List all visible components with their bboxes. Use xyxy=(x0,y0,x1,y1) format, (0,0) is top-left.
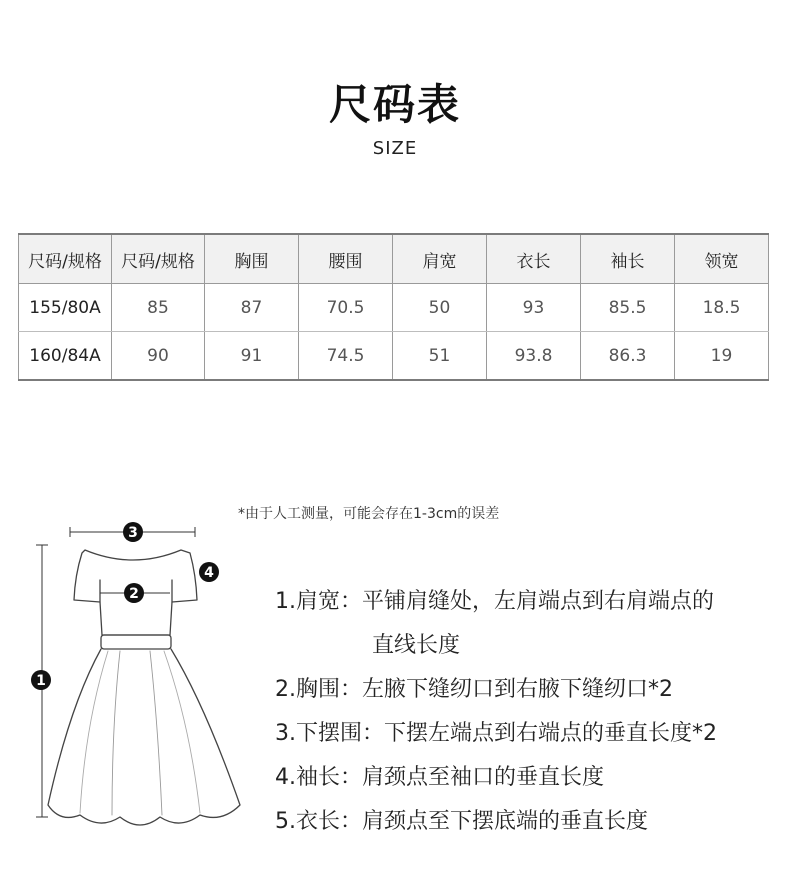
definition-item xyxy=(275,712,717,756)
definition-item xyxy=(275,756,717,800)
table-cell: 85 xyxy=(112,284,205,332)
definition-text: 直线长度 xyxy=(372,633,461,658)
definition-item xyxy=(275,800,717,844)
table-cell: 19 xyxy=(675,332,769,381)
definition-text: 肩颈点至下摆底端的垂直长度 xyxy=(362,809,649,834)
table-cell: 85.5 xyxy=(581,284,675,332)
table-cell: 160/84A xyxy=(19,332,112,381)
table-cell: 51 xyxy=(393,332,487,381)
header-shoulder: 肩宽 xyxy=(393,234,487,284)
marker-1-label: 1 xyxy=(36,673,46,689)
header-sleeve: 袖长 xyxy=(581,234,675,284)
table-cell: 70.5 xyxy=(299,284,393,332)
marker-3-label: 3 xyxy=(128,525,138,541)
dress-diagram xyxy=(0,505,270,845)
definition-label: 5.衣长： xyxy=(275,809,362,834)
definition-text: 左腋下缝纫口到右腋下缝纫口*2 xyxy=(362,677,673,702)
header-chest: 胸围 xyxy=(205,234,299,284)
definition-label: 1.肩宽： xyxy=(275,589,362,614)
table-row xyxy=(19,332,769,381)
table-cell: 87 xyxy=(205,284,299,332)
table-header-row xyxy=(19,234,769,284)
header-size-spec-2: 尺码/规格 xyxy=(112,234,205,284)
table-cell: 50 xyxy=(393,284,487,332)
header-waist: 腰围 xyxy=(299,234,393,284)
table-cell: 91 xyxy=(205,332,299,381)
definition-text: 肩颈点至袖口的垂直长度 xyxy=(362,765,605,790)
definition-item xyxy=(275,580,717,624)
table-cell: 93 xyxy=(487,284,581,332)
definition-label: 3.下摆围： xyxy=(275,721,384,746)
definition-text: 下摆左端点到右端点的垂直长度*2 xyxy=(384,721,717,746)
measurement-note: *由于人工测量，可能会存在1-3cm的误差 xyxy=(238,506,500,522)
table-cell: 155/80A xyxy=(19,284,112,332)
definition-label: 4.袖长： xyxy=(275,765,362,790)
table-cell: 86.3 xyxy=(581,332,675,381)
size-table xyxy=(18,233,769,381)
marker-4-label: 4 xyxy=(204,565,214,581)
definition-continuation xyxy=(275,624,717,668)
measurement-definitions xyxy=(275,580,717,844)
page-subtitle: SIZE xyxy=(372,138,418,159)
table-cell: 93.8 xyxy=(487,332,581,381)
marker-2-label: 2 xyxy=(129,586,139,602)
page-title: 尺码表 xyxy=(328,80,461,129)
header-size-spec: 尺码/规格 xyxy=(19,234,112,284)
table-row xyxy=(19,284,769,332)
table-cell: 74.5 xyxy=(299,332,393,381)
table-cell: 18.5 xyxy=(675,284,769,332)
definition-item xyxy=(275,668,717,712)
definition-text: 平铺肩缝处，左肩端点到右肩端点的 xyxy=(362,589,715,614)
header-length: 衣长 xyxy=(487,234,581,284)
table-cell: 90 xyxy=(112,332,205,381)
definition-label: 2.胸围： xyxy=(275,677,362,702)
header-collar: 领宽 xyxy=(675,234,769,284)
